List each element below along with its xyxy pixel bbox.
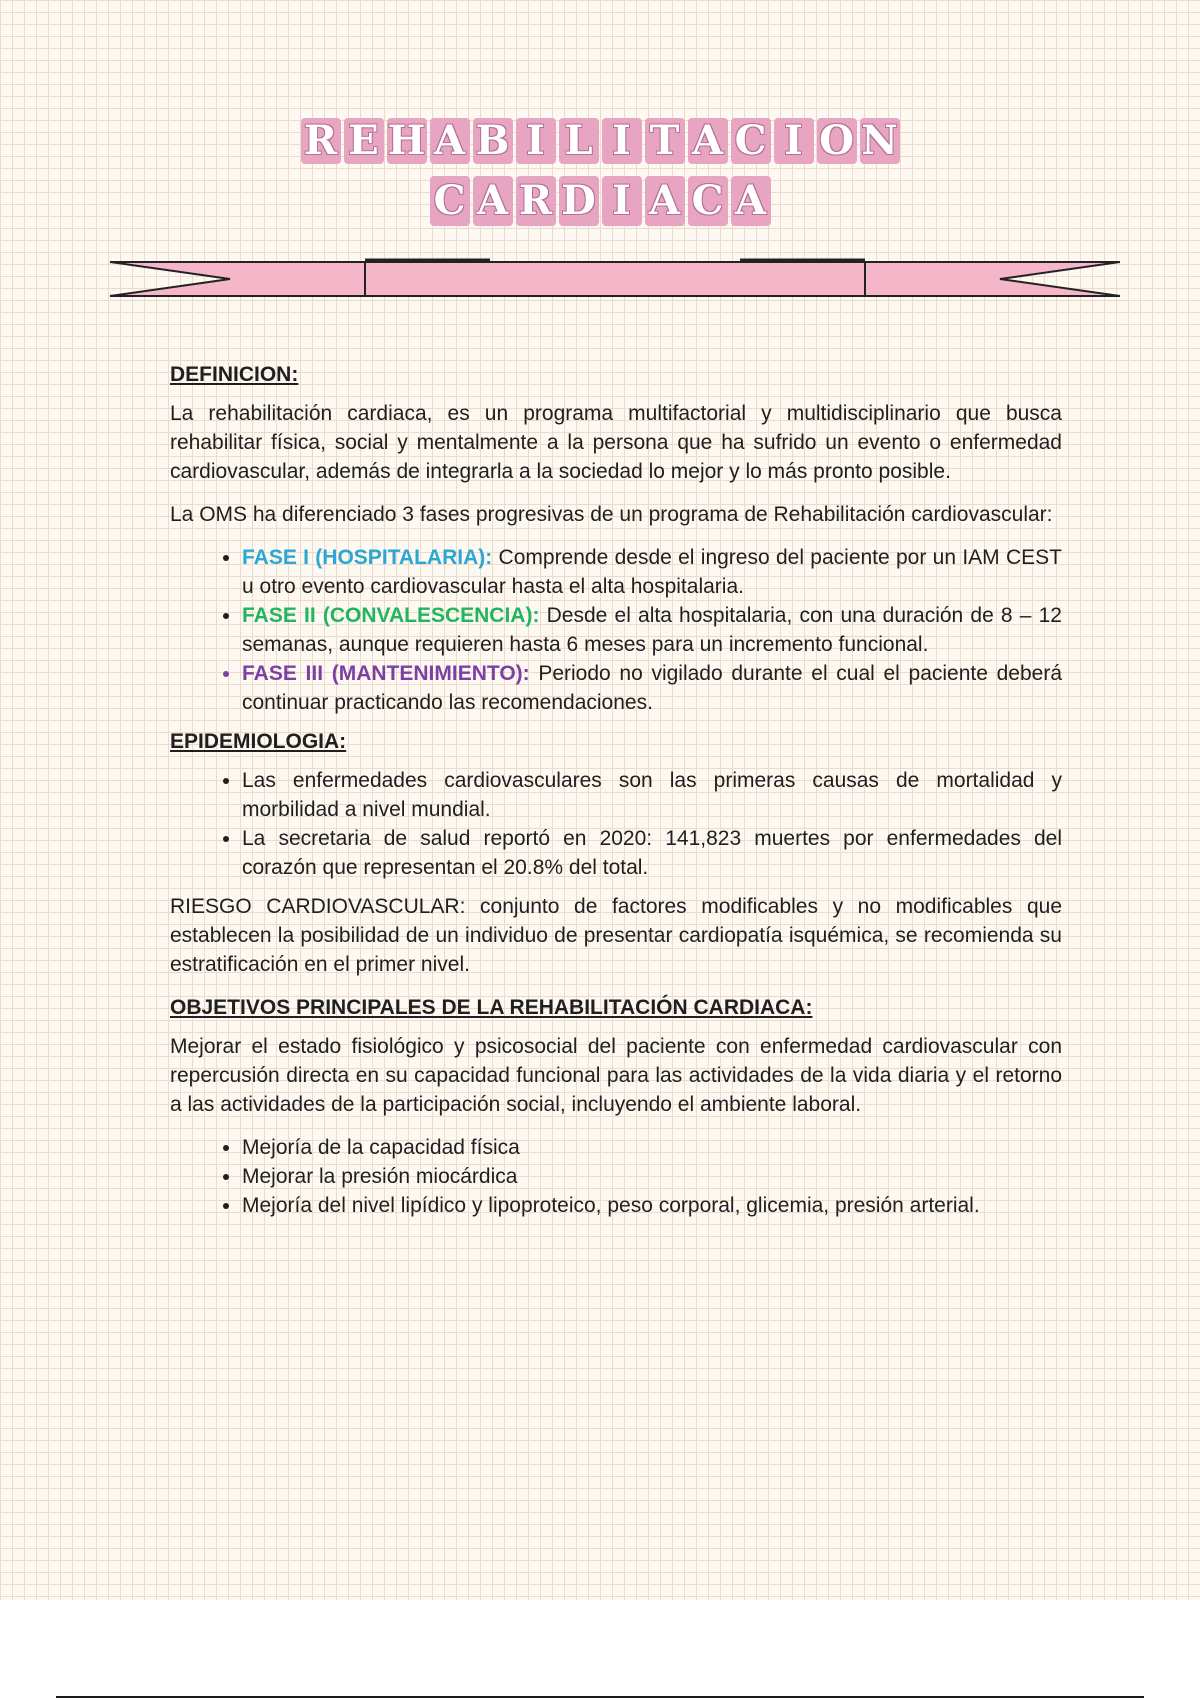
ribbon-banner-decoration — [110, 258, 1120, 302]
title-letter: A — [645, 176, 685, 226]
title-letter: I — [516, 118, 556, 164]
footer-rule — [56, 1696, 1144, 1698]
page-title — [0, 118, 1200, 238]
title-letter: E — [344, 118, 384, 164]
title-letter: D — [559, 176, 599, 226]
section-heading-definicion: DEFINICION: — [170, 363, 299, 386]
title-letter: T — [645, 118, 685, 164]
title-line-2 — [0, 176, 1200, 226]
title-letter: I — [602, 118, 642, 164]
title-letter: A — [731, 176, 771, 226]
title-letter: C — [731, 118, 771, 164]
title-letter: N — [861, 117, 898, 164]
list-item: • Las enfermedades cardiovasculares son las primeras causas de mortalidad y morbilidad a nivel mundial. — [242, 766, 1062, 824]
title-letter: R — [301, 118, 341, 164]
section-heading-epidemiologia: EPIDEMIOLOGIA: — [170, 730, 347, 753]
fase-label: FASE I (HOSPITALARIA): — [242, 546, 493, 569]
epidemiologia-list — [170, 766, 1062, 882]
definicion-paragraph: La rehabilitación cardiaca, es un programa multifactorial y multidisciplinario que busca rehabilitar física, social y mentalmente a la persona que ha sufrido un evento o enfermedad cardiovascular, además de integrarla a la sociedad lo mejor y lo más pronto posible. — [170, 402, 1062, 483]
document-body — [170, 360, 1062, 1230]
fase-text: Periodo no vigilado durante el cual el paciente deberá continuar practicando las recomendaciones. — [242, 662, 1063, 714]
title-letter: I — [774, 118, 814, 164]
objetivos-list — [170, 1133, 1062, 1220]
fase-label: FASE II (CONVALESCENCIA): — [242, 604, 540, 627]
oms-fases-intro: La OMS ha diferenciado 3 fases progresivas de un programa de Rehabilitación cardiovascular: — [170, 503, 1053, 526]
section-heading-objetivos: OBJETIVOS PRINCIPALES DE LA REHABILITACIÓN CARDIACA: — [170, 996, 813, 1019]
list-item: • Mejoría de la capacidad física — [242, 1133, 1062, 1162]
title-letter: R — [516, 176, 556, 226]
title-letter: H — [387, 117, 426, 164]
fase-text: Desde el alta hospitalaria, con una duración de 8 – 12 semanas, aunque requieren hasta 6 meses para un incremento funcional. — [242, 604, 1062, 656]
list-item: • Mejoría del nivel lipídico y lipoproteico, peso corporal, glicemia, presión arterial. — [242, 1191, 1062, 1220]
objetivos-paragraph: Mejorar el estado fisiológico y psicosocial del paciente con enfermedad cardiovascular con repercusión directa en su capacidad funcional para las actividades de la vida diaria y el retorno a las actividades de la participación social, incluyendo el ambiente laboral. — [170, 1035, 1062, 1116]
fase-text: Comprende desde el ingreso del paciente por un IAM CEST u otro evento cardiovascular hasta el alta hospitalaria. — [242, 546, 1062, 598]
title-letter: C — [430, 176, 470, 226]
title-letter: A — [473, 176, 513, 226]
title-letter: A — [430, 118, 470, 164]
list-item: • La secretaria de salud reportó en 2020: 141,823 muertes por enfermedades del corazón que representan el 20.8% del total. — [242, 824, 1062, 882]
fase-item — [242, 543, 1062, 601]
title-line-1 — [0, 118, 1200, 164]
list-item: • Mejorar la presión miocárdica — [242, 1162, 1062, 1191]
title-letter: A — [688, 118, 728, 164]
fases-list — [170, 543, 1062, 717]
title-letter: B — [473, 118, 513, 164]
title-letter: L — [559, 118, 599, 164]
title-letter: O — [817, 118, 857, 164]
title-letter: C — [688, 176, 728, 226]
fase-label: FASE III (MANTENIMIENTO): — [242, 662, 530, 685]
title-letter: I — [602, 176, 642, 226]
fase-item — [242, 659, 1062, 717]
fase-item — [242, 601, 1062, 659]
riesgo-paragraph: RIESGO CARDIOVASCULAR: conjunto de factores modificables y no modificables que establecen la posibilidad de un individuo de presentar cardiopatía isquémica, se recomienda su estratificación en el primer nivel. — [170, 895, 1062, 976]
